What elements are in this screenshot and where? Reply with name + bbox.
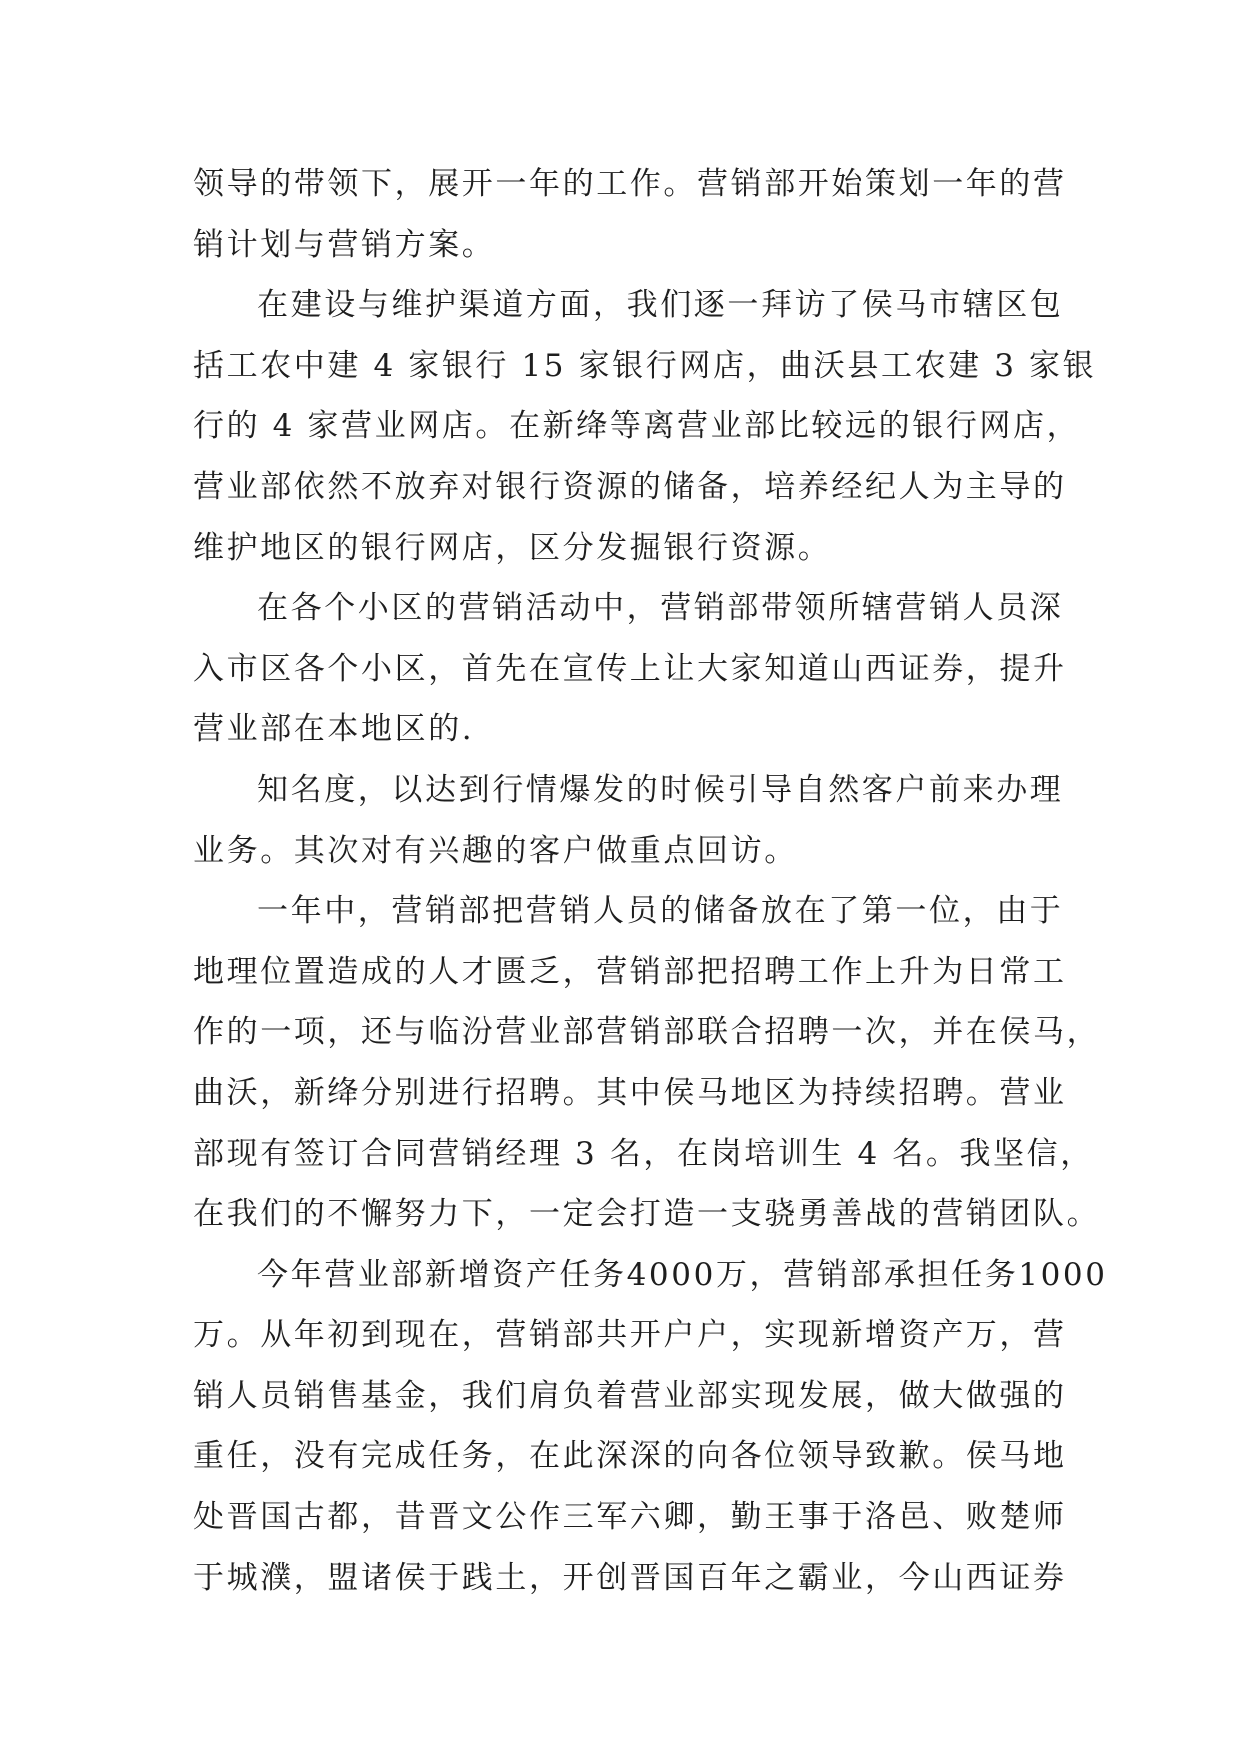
text-line: 销人员销售基金，我们肩负着营业部实现发展，做大做强的 (193, 1377, 1067, 1414)
text-line: 在建设与维护渠道方面，我们逐一拜访了侯马市辖区包 (257, 287, 1064, 324)
paragraph (193, 154, 1073, 275)
text-line: 销计划与营销方案。 (193, 226, 496, 263)
text-line: 地理位置造成的人才匮乏，营销部把招聘工作上升为日常工 (193, 953, 1067, 990)
document-body (193, 154, 1108, 1608)
text-line: 万。从年初到现在，营销部共开户户，实现新增资产万，营 (193, 1317, 1067, 1354)
text-line: 入市区各个小区，首先在宣传上让大家知道山西证券，提升 (193, 650, 1067, 687)
text-line: 行的 4 家营业网店。在新绛等离营业部比较远的银行网店， (193, 408, 1081, 445)
text-line: 一年中，营销部把营销人员的储备放在了第一位，由于 (257, 893, 1064, 930)
text-line: 括工农中建 4 家银行 15 家银行网店，曲沃县工农建 3 家银 (193, 347, 1097, 384)
text-line: 在我们的不懈努力下，一定会打造一支骁勇善战的营销团队。 (193, 1196, 1101, 1233)
paragraph (193, 275, 1097, 578)
paragraph (193, 1245, 1108, 1609)
text-line: 今年营业部新增资产任务4000万，营销部承担任务1000 (257, 1256, 1108, 1293)
text-line: 重任，没有完成任务，在此深深的向各位领导致歉。侯马地 (193, 1438, 1067, 1475)
text-line: 部现有签订合同营销经理 3 名，在岗培训生 4 名。我坚信， (193, 1135, 1094, 1172)
text-line: 在各个小区的营销活动中，营销部带领所辖营销人员深 (257, 590, 1064, 627)
paragraph (193, 881, 1101, 1245)
text-line: 维护地区的银行网店，区分发掘银行资源。 (193, 529, 832, 566)
text-line: 营业部在本地区的. (193, 711, 475, 748)
paragraph (193, 760, 1073, 881)
text-line: 知名度，以达到行情爆发的时候引导自然客户前来办理 (257, 771, 1064, 808)
text-line: 处晋国古都，昔晋文公作三军六卿，勤王事于洛邑、败楚师 (193, 1499, 1067, 1536)
text-line: 营业部依然不放弃对银行资源的储备，培养经纪人为主导的 (193, 468, 1067, 505)
text-line: 曲沃，新绛分别进行招聘。其中侯马地区为持续招聘。营业 (193, 1074, 1067, 1111)
text-line: 领导的带领下，展开一年的工作。营销部开始策划一年的营 (193, 166, 1067, 202)
paragraph (193, 578, 1073, 760)
text-line: 于城濮，盟诸侯于践土，开创晋国百年之霸业，今山西证券 (193, 1559, 1067, 1596)
text-line: 业务。其次对有兴趣的客户做重点回访。 (193, 832, 798, 869)
text-line: 作的一项，还与临汾营业部营销部联合招聘一次，并在侯马， (193, 1014, 1101, 1051)
